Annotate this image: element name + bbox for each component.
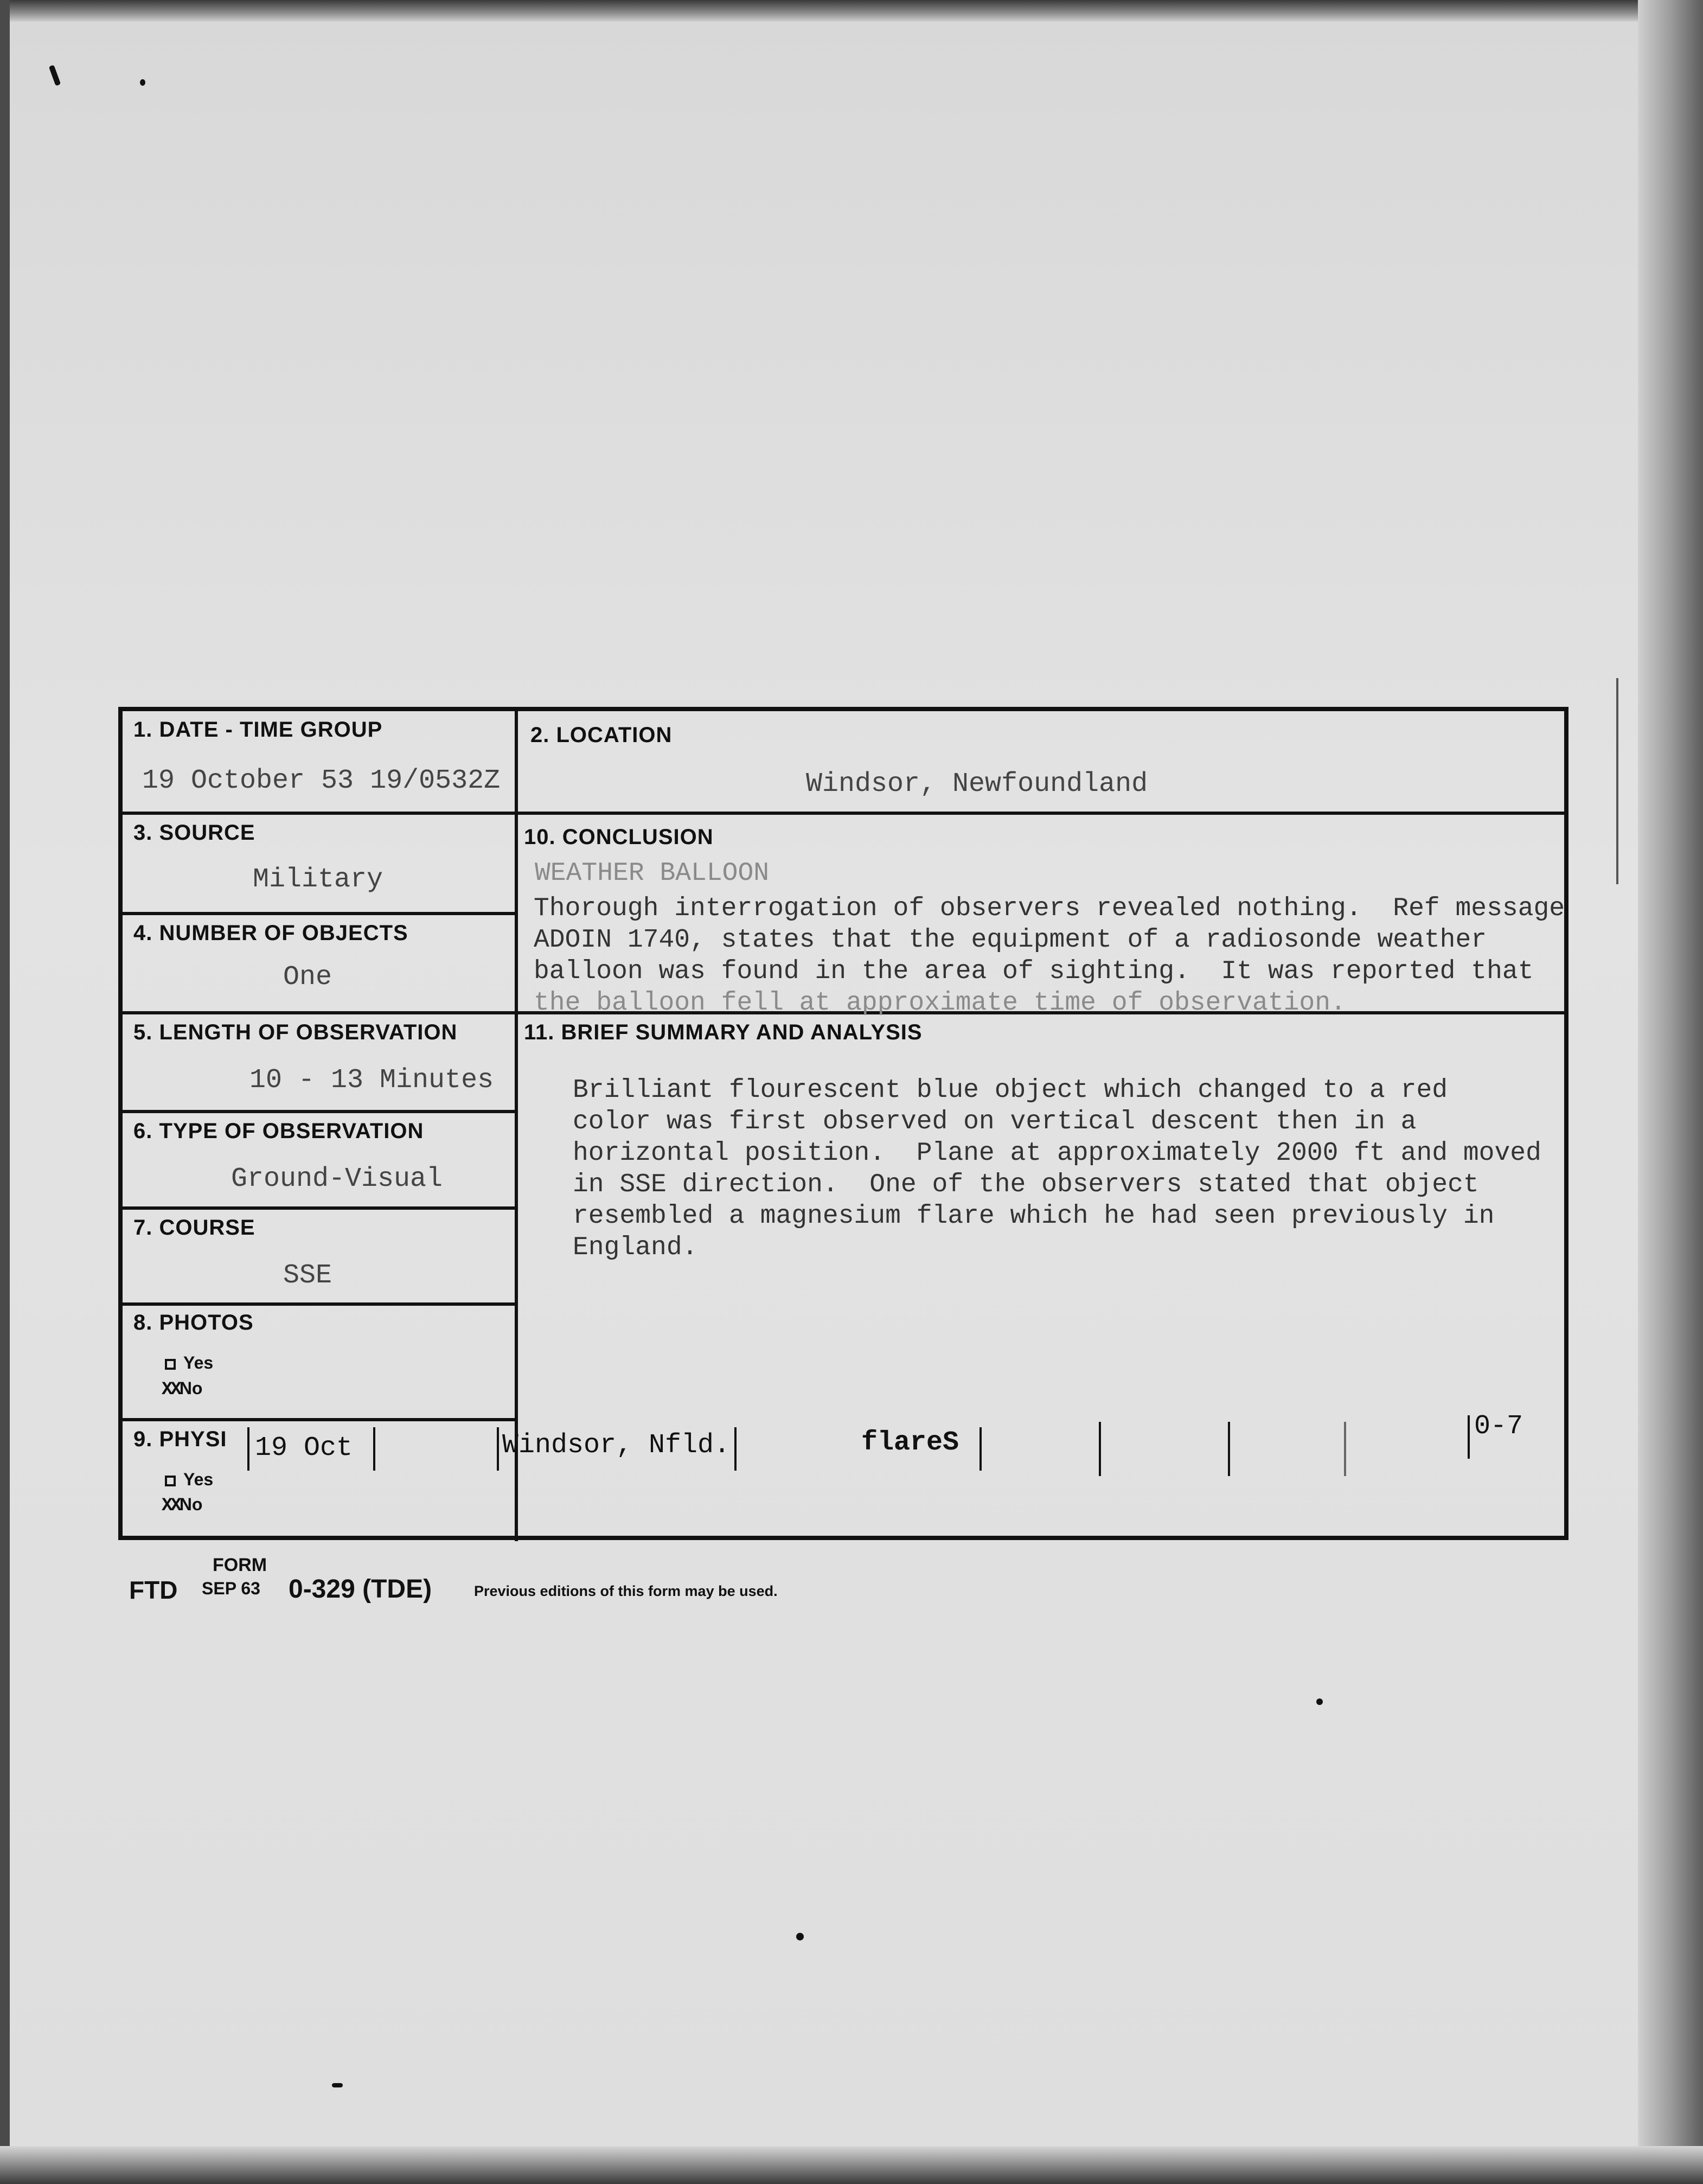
- scan-edge-top: [0, 0, 1703, 22]
- photos-no-label: No: [179, 1378, 203, 1398]
- type-of-observation-value: Ground-Visual: [231, 1164, 443, 1195]
- form-word: FORM: [213, 1555, 267, 1575]
- physical-yes-option[interactable]: [165, 1470, 213, 1490]
- summary-label: 11. BRIEF SUMMARY AND ANALYSIS: [524, 1020, 923, 1044]
- source-value: Military: [253, 864, 383, 895]
- row-divider: [123, 912, 515, 915]
- length-of-observation-label: 5. LENGTH OF OBSERVATION: [133, 1020, 458, 1044]
- row-divider: [123, 1418, 515, 1421]
- physical-no-label: No: [179, 1495, 203, 1514]
- scan-edge-bottom: [0, 2146, 1703, 2184]
- date-time-value: 19 October 53 19/0532Z: [142, 765, 501, 796]
- form-number: 0-329 (TDE): [289, 1575, 432, 1604]
- summary-line: Brilliant flourescent blue object which changed to a red: [573, 1076, 1448, 1105]
- strip-divider: [1099, 1422, 1101, 1476]
- checkbox-icon: [165, 1359, 176, 1370]
- strip-divider: [1228, 1422, 1230, 1476]
- strip-divider: [497, 1427, 499, 1471]
- photos-yes-label: Yes: [183, 1353, 214, 1372]
- scan-edge-right: [1638, 0, 1703, 2184]
- summary-line: resembled a magnesium flare which he had seen previously in: [573, 1202, 1495, 1231]
- type-of-observation-label: 6. TYPE OF OBSERVATION: [133, 1119, 424, 1143]
- column-divider: [515, 711, 518, 1541]
- photos-label: 8. PHOTOS: [133, 1311, 254, 1334]
- index-place: Windsor, Nfld.: [502, 1430, 731, 1461]
- number-of-objects-label: 4. NUMBER OF OBJECTS: [133, 921, 408, 945]
- row-divider: [123, 1302, 515, 1306]
- scan-speck: [796, 1933, 804, 1940]
- physical-yes-label: Yes: [183, 1470, 214, 1489]
- index-code: 0-7: [1474, 1411, 1523, 1442]
- strip-divider: [373, 1427, 375, 1471]
- checked-mark-icon: XX: [162, 1380, 180, 1400]
- row-divider: [123, 1110, 515, 1113]
- summary-line: in SSE direction. One of the observers stated that object: [573, 1170, 1479, 1199]
- length-of-observation-value: 10 - 13 Minutes: [249, 1065, 494, 1096]
- strip-divider: [1344, 1422, 1346, 1476]
- row-divider: [123, 1206, 515, 1210]
- form-date: SEP 63: [202, 1579, 260, 1598]
- summary-line: color was first observed on vertical descent then in a: [573, 1107, 1417, 1136]
- location-label: 2. LOCATION: [530, 723, 673, 747]
- strip-divider: [979, 1427, 982, 1471]
- conclusion-line: Thorough interrogation of observers revealed nothing. Ref message: [534, 894, 1565, 923]
- conclusion-line: ADOIN 1740, states that the equipment of a radiosonde weather: [534, 925, 1487, 955]
- index-date: 19 Oct: [255, 1433, 353, 1464]
- physical-no-option[interactable]: [162, 1495, 202, 1516]
- conclusion-label: 10. CONCLUSION: [524, 825, 714, 849]
- conclusion-line: balloon was found in the area of sighting. It was reported that: [534, 957, 1534, 986]
- summary-line: England.: [573, 1233, 698, 1262]
- summary-line: horizontal position. Plane at approximately 2000 ft and moved: [573, 1139, 1541, 1168]
- scan-edge-left: [0, 0, 10, 2184]
- scan-speck: [49, 65, 61, 86]
- physical-evidence-label: 9. PHYSI: [133, 1427, 227, 1451]
- photos-no-option[interactable]: [162, 1378, 202, 1400]
- date-time-label: 1. DATE - TIME GROUP: [133, 718, 383, 742]
- conclusion-heading: WEATHER BALLOON: [535, 859, 770, 888]
- strip-divider: [734, 1427, 737, 1471]
- course-value: SSE: [283, 1260, 332, 1291]
- ftd-label: FTD: [129, 1576, 178, 1604]
- conclusion-line: the balloon fell at approximate time of observation.: [534, 988, 1346, 1018]
- course-label: 7. COURSE: [133, 1216, 255, 1240]
- index-evaluation: flareS: [861, 1427, 959, 1458]
- scan-speck: [332, 2083, 343, 2087]
- scan-speck: [1616, 678, 1618, 884]
- strip-divider: [247, 1427, 249, 1471]
- row-divider: [123, 812, 1565, 815]
- photos-yes-option[interactable]: [165, 1353, 213, 1373]
- source-label: 3. SOURCE: [133, 821, 255, 845]
- checkbox-icon: [165, 1476, 176, 1486]
- checked-mark-icon: XX: [162, 1496, 180, 1516]
- location-value: Windsor, Newfoundland: [806, 769, 1148, 800]
- scan-speck: [1316, 1698, 1323, 1705]
- scan-speck: [140, 79, 145, 86]
- ufo-report-card: [118, 707, 1568, 1540]
- strip-divider: [1468, 1415, 1470, 1459]
- number-of-objects-value: One: [283, 962, 332, 993]
- previous-editions-note: Previous editions of this form may be used.: [474, 1583, 778, 1599]
